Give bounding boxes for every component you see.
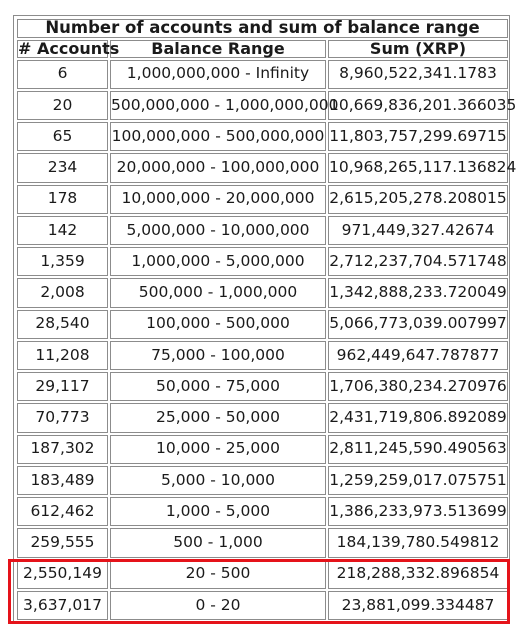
table-row <box>17 185 508 214</box>
accounts-table-frame <box>13 15 517 624</box>
table-title: Number of accounts and sum of balance range <box>17 19 508 38</box>
cell-balance-range: 500,000,000 - 1,000,000,000 <box>110 91 326 120</box>
cell-balance-range: 75,000 - 100,000 <box>110 341 326 370</box>
cell-accounts: 6 <box>17 60 108 89</box>
cell-sum: 1,706,380,234.270976 <box>328 372 508 401</box>
cell-sum: 218,288,332.896854 <box>328 560 508 589</box>
header-accounts: # Accounts <box>18 38 120 58</box>
table-row <box>17 91 508 120</box>
cell-sum: 11,803,757,299.69715 <box>328 122 508 151</box>
cell-accounts: 20 <box>17 91 108 120</box>
table-row <box>17 310 508 339</box>
cell-balance-range: 1,000,000 - 5,000,000 <box>110 247 326 276</box>
cell-balance-range: 5,000 - 10,000 <box>110 466 326 495</box>
cell-balance-range: 50,000 - 75,000 <box>110 372 326 401</box>
cell-accounts: 3,637,017 <box>17 591 108 620</box>
cell-accounts: 187,302 <box>17 435 108 464</box>
cell-accounts: 11,208 <box>17 341 108 370</box>
cell-sum: 962,449,647.787877 <box>328 341 508 370</box>
header-balance-range: Balance Range <box>110 40 326 58</box>
cell-balance-range: 10,000 - 25,000 <box>110 435 326 464</box>
cell-accounts: 1,359 <box>17 247 108 276</box>
cell-balance-range: 100,000 - 500,000 <box>110 310 326 339</box>
cell-sum: 1,386,233,973.513699 <box>328 497 508 526</box>
table-row <box>17 60 508 89</box>
table-row <box>17 278 508 307</box>
cell-sum: 23,881,099.334487 <box>328 591 508 620</box>
cell-accounts: 178 <box>17 185 108 214</box>
cell-accounts: 142 <box>17 216 108 245</box>
table-row <box>17 216 508 245</box>
table-row <box>17 372 508 401</box>
table-row-highlighted <box>17 560 508 589</box>
table-row <box>17 153 508 182</box>
table-header-row <box>17 40 508 58</box>
cell-accounts: 2,550,149 <box>17 560 108 589</box>
header-sum-xrp: Sum (XRP) <box>328 40 508 58</box>
cell-accounts: 183,489 <box>17 466 108 495</box>
cell-balance-range: 20 - 500 <box>110 560 326 589</box>
cell-balance-range: 25,000 - 50,000 <box>110 403 326 432</box>
cell-sum: 10,968,265,117.136824 <box>328 153 508 182</box>
cell-balance-range: 100,000,000 - 500,000,000 <box>110 122 326 151</box>
cell-balance-range: 10,000,000 - 20,000,000 <box>110 185 326 214</box>
cell-sum: 1,342,888,233.720049 <box>328 278 508 307</box>
table-row <box>17 403 508 432</box>
cell-sum: 184,139,780.549812 <box>328 528 508 557</box>
cell-balance-range: 5,000,000 - 10,000,000 <box>110 216 326 245</box>
cell-balance-range: 500 - 1,000 <box>110 528 326 557</box>
cell-accounts: 65 <box>17 122 108 151</box>
cell-accounts: 70,773 <box>17 403 108 432</box>
cell-accounts: 2,008 <box>17 278 108 307</box>
table-row <box>17 122 508 151</box>
cell-sum: 5,066,773,039.007997 <box>328 310 508 339</box>
cell-accounts: 234 <box>17 153 108 182</box>
table-row <box>17 247 508 276</box>
table-row <box>17 466 508 495</box>
table-title-row <box>17 19 508 38</box>
cell-sum: 2,431,719,806.892089 <box>328 403 508 432</box>
cell-accounts: 259,555 <box>17 528 108 557</box>
cell-sum: 971,449,327.42674 <box>328 216 508 245</box>
cell-sum: 2,811,245,590.490563 <box>328 435 508 464</box>
table-row <box>17 435 508 464</box>
table-row <box>17 497 508 526</box>
cell-sum: 2,712,237,704.571748 <box>328 247 508 276</box>
cell-balance-range: 1,000 - 5,000 <box>110 497 326 526</box>
cell-balance-range: 1,000,000,000 - Infinity <box>110 60 326 89</box>
cell-sum: 1,259,259,017.075751 <box>328 466 508 495</box>
cell-sum: 8,960,522,341.1783 <box>328 60 508 89</box>
cell-accounts: 28,540 <box>17 310 108 339</box>
table-row <box>17 528 508 557</box>
cell-sum: 10,669,836,201.366035 <box>328 91 508 120</box>
table-row-highlighted <box>17 591 508 620</box>
cell-sum: 2,615,205,278.208015 <box>328 185 508 214</box>
cell-balance-range: 0 - 20 <box>110 591 326 620</box>
cell-balance-range: 500,000 - 1,000,000 <box>110 278 326 307</box>
table-row <box>17 341 508 370</box>
accounts-balance-table <box>15 17 517 622</box>
cell-accounts: 29,117 <box>17 372 108 401</box>
cell-balance-range: 20,000,000 - 100,000,000 <box>110 153 326 182</box>
cell-accounts: 612,462 <box>17 497 108 526</box>
